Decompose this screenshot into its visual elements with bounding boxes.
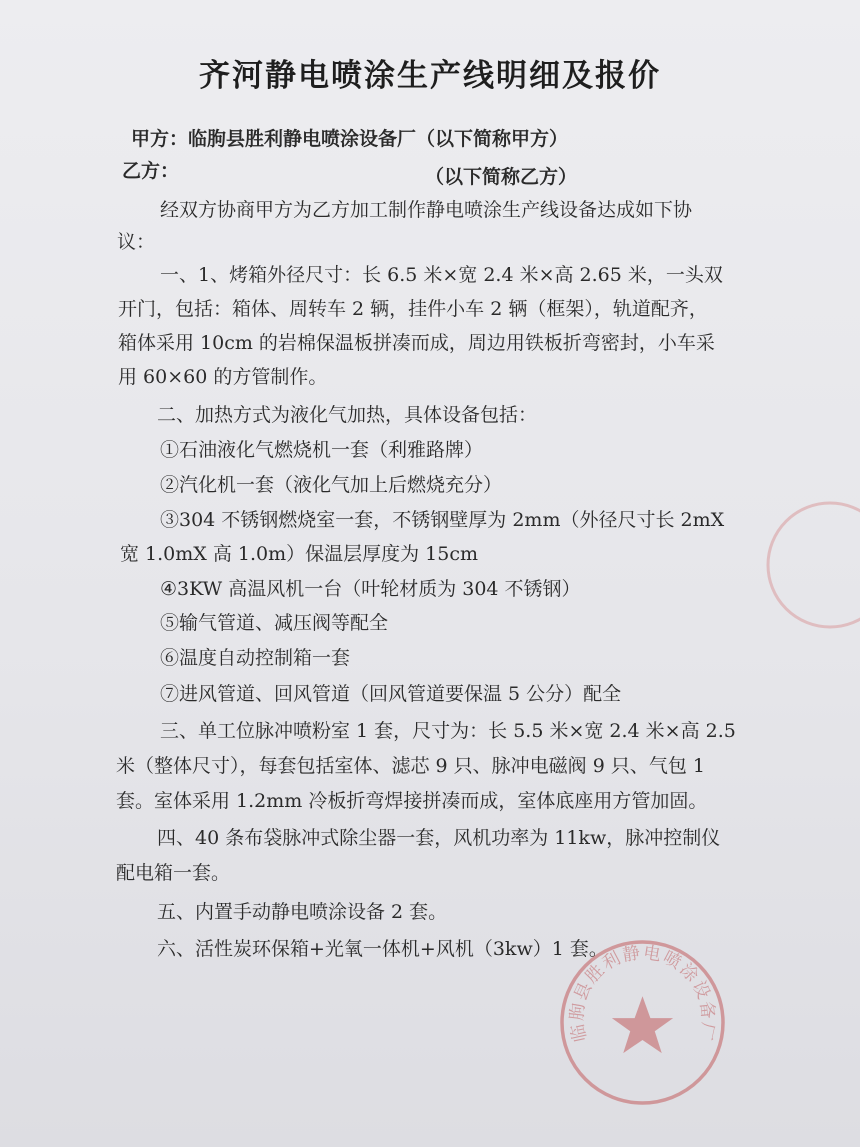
section-5-line: 五、内置手动静电喷涂设备 2 套。: [157, 901, 448, 923]
section-2-heading: 二、加热方式为液化气加热，具体设备包括：: [157, 404, 538, 426]
party-b-label: 乙方：: [122, 160, 180, 182]
section-1-line: 一、1、烤箱外径尺寸：长 6.5 米×宽 2.4 米×高 2.65 米，一头双: [160, 264, 723, 286]
party-b-suffix: （以下简称乙方）: [425, 166, 578, 188]
document-title: 齐河静电喷涂生产线明细及报价: [199, 58, 661, 94]
section-2-item: ④3KW 高温风机一台（叶轮材质为 304 不锈钢）: [160, 578, 581, 600]
section-2-item: ⑥温度自动控制箱一套: [160, 647, 351, 669]
section-3-line: 米（整体尺寸），每套包括室体、滤芯 9 只、脉冲电磁阀 9 只、气包 1: [116, 755, 705, 777]
company-seal: [555, 935, 730, 1110]
section-2-item: 宽 1.0mX 高 1.0m）保温层厚度为 15cm: [120, 543, 478, 565]
party-a-line: 甲方：临朐县胜利静电喷涂设备厂（以下简称甲方）: [131, 128, 569, 150]
section-4-line: 配电箱一套。: [116, 862, 231, 884]
intro-line: 议：: [117, 231, 156, 253]
section-1-line: 箱体采用 10cm 的岩棉保温板拼凑而成，周边用铁板折弯密封，小车采: [118, 332, 715, 354]
section-2-item: ③304 不锈钢燃烧室一套，不锈钢壁厚为 2mm（外径尺寸长 2mX: [160, 509, 725, 531]
section-3-line: 三、单工位脉冲喷粉室 1 套，尺寸为：长 5.5 米×宽 2.4 米×高 2.5: [160, 720, 736, 742]
section-3-line: 套。室体采用 1.2mm 冷板折弯焊接拼凑而成，室体底座用方管加固。: [116, 790, 708, 812]
partial-seal-edge: [760, 495, 860, 635]
svg-text:临朐县胜利静电喷涂设备厂: 临朐县胜利静电喷涂设备厂: [567, 943, 718, 1044]
section-6-line: 六、活性炭环保箱+光氧一体机+风机（3kw）1 套。: [157, 938, 608, 960]
section-1-line: 用 60×60 的方管制作。: [118, 366, 328, 388]
intro-line: 经双方协商甲方为乙方加工制作静电喷涂生产线设备达成如下协: [160, 199, 693, 221]
section-2-item: ⑦进风管道、回风管道（回风管道要保温 5 公分）配全: [160, 683, 622, 705]
seal-star-icon: [612, 996, 673, 1053]
section-1-line: 开门，包括：箱体、周转车 2 辆，挂件小车 2 辆（框架），轨道配齐，: [118, 298, 708, 320]
section-2-item: ②汽化机一套（液化气加上后燃烧充分）: [160, 474, 503, 496]
section-2-item: ⑤输气管道、减压阀等配全: [160, 612, 389, 634]
section-2-item: ①石油液化气燃烧机一套（利雅路牌）: [160, 439, 484, 461]
section-4-line: 四、40 条布袋脉冲式除尘器一套，风机功率为 11kw，脉冲控制仪: [157, 827, 721, 849]
